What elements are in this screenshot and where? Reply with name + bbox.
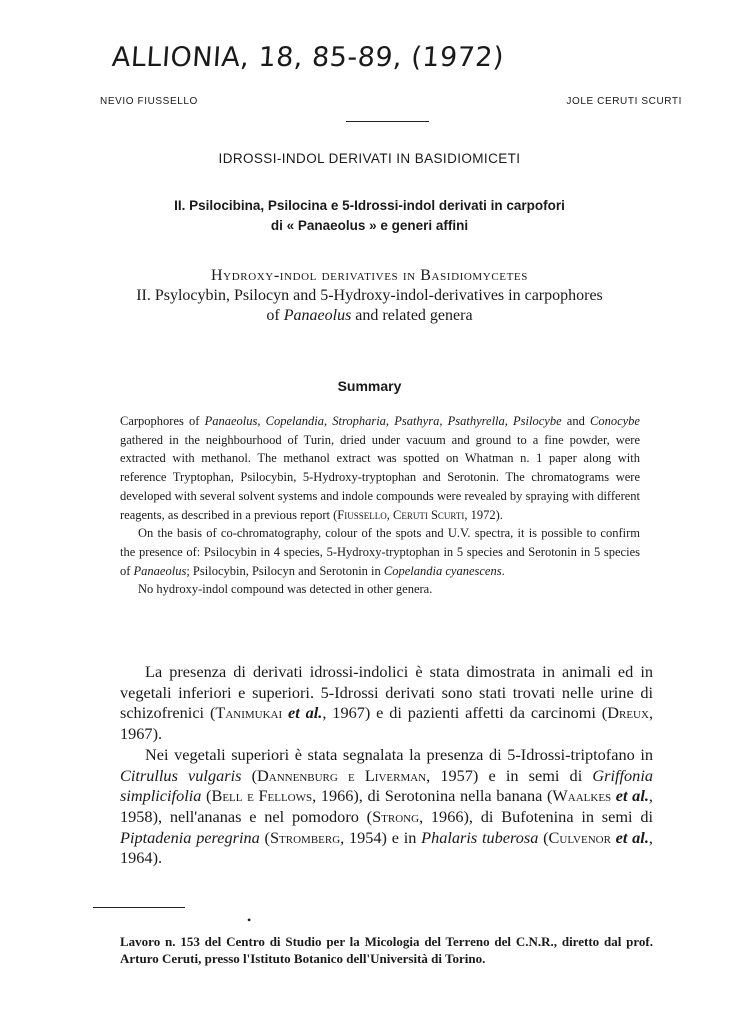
text-run: No hydroxy-indol compound was detected in other genera. [138,582,433,597]
summary-paragraph-1 [120,412,640,524]
text-run: Dreux [607,703,649,723]
text-run: La presenza di derivati idrossi-indolici è stata dimostrata in animali ed in vegetali inferiori e superiori. 5-Idrossi derivati sono stati trovati nelle urine di schizofrenici ( [120,662,653,723]
text-run: ( [241,765,258,785]
body-paragraph-2 [120,745,653,869]
text-run: Culvenor [548,827,616,847]
text-run: Panaeolus, Copelandia, Stropharia, Psathyra, Psathyrella, Psilocybe [204,414,562,428]
text-run: Nei vegetali superiori è stata segnalata la presenza di 5-Idrossi-triptofano in [145,744,653,764]
footnote-text: Lavoro n. 153 del Centro di Studio per la Micologia del Terreno del C.N.R., diretto dal prof. Arturo Ceruti, presso l'Istituto Botanico dell'Università di Torino. [120,934,653,966]
text-run: et al. [615,827,649,847]
footnote [120,933,653,967]
text-run: Dannenburg e Liverman [257,765,427,785]
author-right: JOLE CERUTI SCURTI [566,96,682,107]
english-title-line3: of Panaeolus and related genera [266,307,473,324]
text-run: , 1966), di Serotonina nella banana ( [312,786,553,806]
text-run: ( [538,827,549,847]
author-left: NEVIO FIUSSELLO [100,96,198,107]
body-text [120,662,653,869]
italian-subtitle [0,196,739,236]
italian-subtitle-line1: II. Psilocibina, Psilocina e 5-Idrossi-indol derivati in carpofori [174,198,565,213]
text-run: , 1964). [120,827,653,868]
footnote-divider [93,907,185,908]
text-run: Stromberg [269,827,341,847]
summary-text [120,412,640,599]
text-run: Fiussello, Ceruti Scurti [337,507,465,522]
text-run: , 1966), di Bufotenina in semi di [419,806,653,826]
text-run: Panaeolus [133,563,187,578]
text-run: , 1967) e di pazienti affetti da carcinomi ( [322,703,608,723]
italian-subtitle-line2: di « Panaeolus » e generi affini [270,218,469,233]
text-run: Conocybe [589,414,640,428]
text-run: Citrullus vulgaris [120,765,242,785]
text-run: ( [259,827,270,847]
text-run: and [561,414,590,428]
text-run: , 1957) e in semi di [426,765,593,785]
summary-paragraph-3 [120,580,640,599]
body-paragraph-1 [120,662,653,745]
text-run: , 1972). [464,507,503,522]
text-run: , 1954) e in [340,827,422,847]
text-run: Copelandia cyanescens [383,563,502,578]
text-run: ; Psilocybin, Psilocyn and Serotonin in [186,563,384,578]
text-run: Piptadenia peregrina [120,827,260,847]
text-run: Tanimukai [215,703,289,723]
text-run: ( [201,786,212,806]
text-run: , 1958), nell'ananas e nel pomodoro ( [120,786,653,826]
text-run: Griffonia simplicifolia [120,765,653,806]
text-run: et al. [615,786,649,806]
text-run: . [501,563,505,578]
english-title-line1: Hydroxy-indol derivatives in Basidiomycetes [211,267,528,284]
text-run: Bell e Fellows [211,786,313,806]
text-run: Carpophores of [120,414,205,428]
title-divider [346,121,429,122]
text-run: Phalaris tuberosa [421,827,539,847]
english-title-line2: II. Psylocybin, Psilocyn and 5-Hydroxy-indol-derivatives in carpophores [136,287,603,304]
english-title [0,266,739,326]
text-run: Strong [372,806,420,826]
footnote-bullet: • [247,913,252,927]
text-run: gathered in the neighbourhood of Turin, dried under vacuum and ground to a fine powder, were extracted with methanol. The methanol extract was spotted on Whatman n. 1 paper along with reference Tryptophan, Psilocybin, 5-Hydroxy-tryptophan and Serotonin. The chromatograms were developed with several solvent systems and indole compounds were revealed by spraying with different reagents, as described in a previous report ( [120,432,640,522]
handwritten-citation: ALLIONIA, 18, 85-89, (1972) [110,42,506,73]
text-run: On the basis of co-chromatography, colour of the spots and U.V. spectra, it is possible to confirm the presence of: Psilocybin in 4 species, 5-Hydroxy-tryptophan in 5 species and Serotonin in 5 species of [120,526,640,578]
italian-title: IDROSSI-INDOL DERIVATI IN BASIDIOMICETI [218,151,521,166]
summary-paragraph-2 [120,524,640,580]
summary-heading: Summary [337,378,402,394]
genus-name: Panaeolus [283,307,352,324]
text-run: Waalkes [552,786,616,806]
text-run: et al. [288,703,323,723]
text-run: , 1967). [120,703,654,744]
